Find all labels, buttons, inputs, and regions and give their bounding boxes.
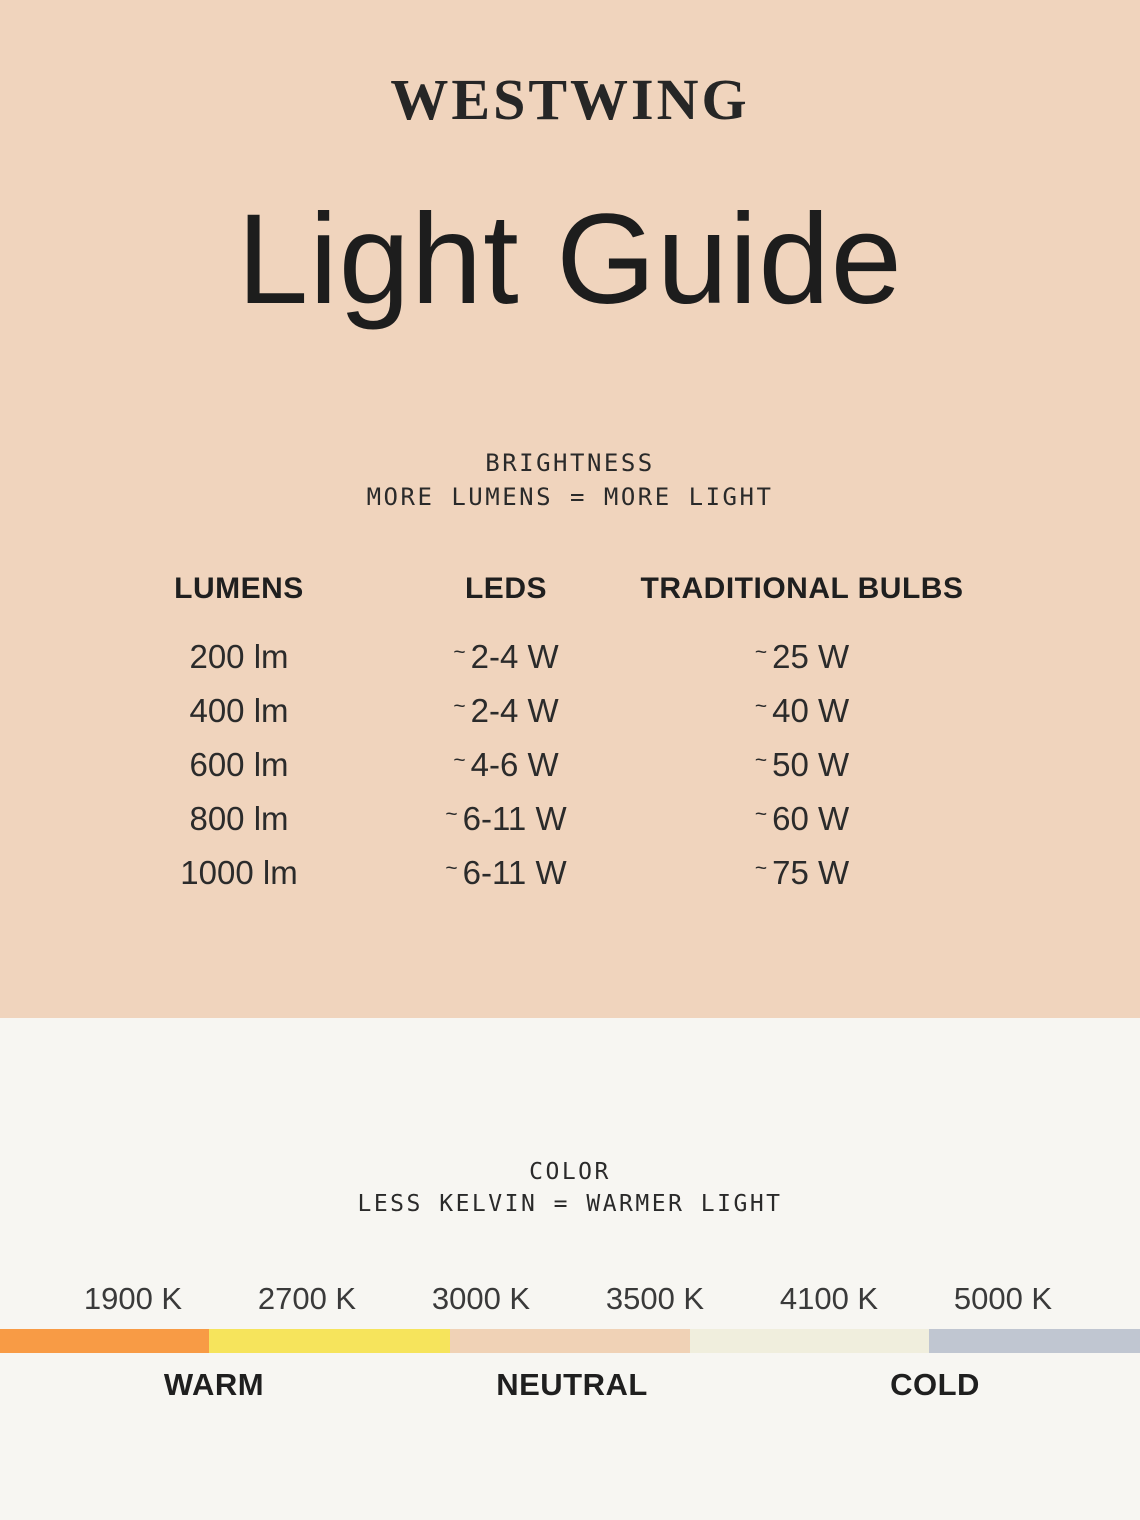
led-value xyxy=(390,738,622,792)
led-value xyxy=(390,792,622,846)
approx-symbol: ~ xyxy=(754,695,768,718)
led-watts: 2-4 W xyxy=(470,692,559,729)
color-section-background xyxy=(0,1018,1140,1520)
color-heading: COLOR xyxy=(529,1159,611,1185)
lumens-value: 400 lm xyxy=(189,692,289,729)
bulb-watts: 25 W xyxy=(772,638,850,675)
lumens-value: 800 lm xyxy=(189,800,289,837)
kelvin-label: 5000 K xyxy=(953,1281,1053,1316)
kelvin-label: 3000 K xyxy=(431,1281,531,1316)
brightness-heading-block xyxy=(0,446,1140,514)
zone-label-neutral: NEUTRAL xyxy=(496,1367,648,1402)
approx-symbol: ~ xyxy=(445,857,458,880)
led-watts: 2-4 W xyxy=(470,638,559,675)
kelvin-label: 3500 K xyxy=(605,1281,705,1316)
led-watts: 6-11 W xyxy=(462,854,567,891)
column-header-lumens: LUMENS xyxy=(174,572,304,605)
bulb-value xyxy=(622,792,982,846)
bulb-value xyxy=(622,738,982,792)
lumens-value: 200 lm xyxy=(189,638,289,675)
bulb-value xyxy=(622,846,982,900)
kelvin-label: 2700 K xyxy=(257,1281,357,1316)
brightness-heading: BRIGHTNESS xyxy=(485,449,655,477)
zone-label-warm: WARM xyxy=(163,1367,265,1402)
scale-segment-warm-yellow xyxy=(209,1329,450,1353)
lumens-value: 600 lm xyxy=(189,746,289,783)
scale-segment-warm-orange xyxy=(0,1329,209,1353)
approx-symbol: ~ xyxy=(754,641,768,664)
bulb-value xyxy=(622,630,982,684)
led-value xyxy=(390,684,622,738)
kelvin-label: 1900 K xyxy=(83,1281,183,1316)
zone-label-cold: COLD xyxy=(890,1367,980,1402)
led-value xyxy=(390,846,622,900)
brightness-subheading: MORE LUMENS = MORE LIGHT xyxy=(366,483,774,511)
kelvin-scale-labels xyxy=(46,1281,1090,1317)
scale-segment-cold-gray-blue xyxy=(929,1329,1140,1353)
bulb-value xyxy=(622,684,982,738)
column-header-leds: LEDS xyxy=(464,572,547,605)
column-header-bulbs: TRADITIONAL BULBS xyxy=(640,572,964,605)
approx-symbol: ~ xyxy=(754,803,768,826)
bulb-watts: 50 W xyxy=(772,746,850,783)
bulb-watts: 75 W xyxy=(772,854,850,891)
led-watts: 6-11 W xyxy=(462,800,567,837)
scale-segment-neutral-cream xyxy=(690,1329,929,1353)
color-subheading: LESS KELVIN = WARMER LIGHT xyxy=(357,1191,783,1217)
approx-symbol: ~ xyxy=(445,803,458,826)
brand-logo: WESTWING xyxy=(390,67,750,132)
bulb-watts: 40 W xyxy=(772,692,850,729)
color-heading-block xyxy=(0,1156,1140,1220)
approx-symbol: ~ xyxy=(453,749,466,772)
approx-symbol: ~ xyxy=(453,641,466,664)
kelvin-label: 4100 K xyxy=(779,1281,879,1316)
brightness-table xyxy=(88,572,982,900)
scale-segment-soft-peach xyxy=(450,1329,690,1353)
approx-symbol: ~ xyxy=(754,749,768,772)
color-temperature-scale-bar xyxy=(0,1329,1140,1353)
bulb-watts: 60 W xyxy=(772,800,850,837)
led-value xyxy=(390,630,622,684)
lumens-value: 1000 lm xyxy=(180,854,298,891)
approx-symbol: ~ xyxy=(453,695,466,718)
led-watts: 4-6 W xyxy=(470,746,559,783)
approx-symbol: ~ xyxy=(754,857,768,880)
page-title: Light Guide xyxy=(237,188,903,331)
